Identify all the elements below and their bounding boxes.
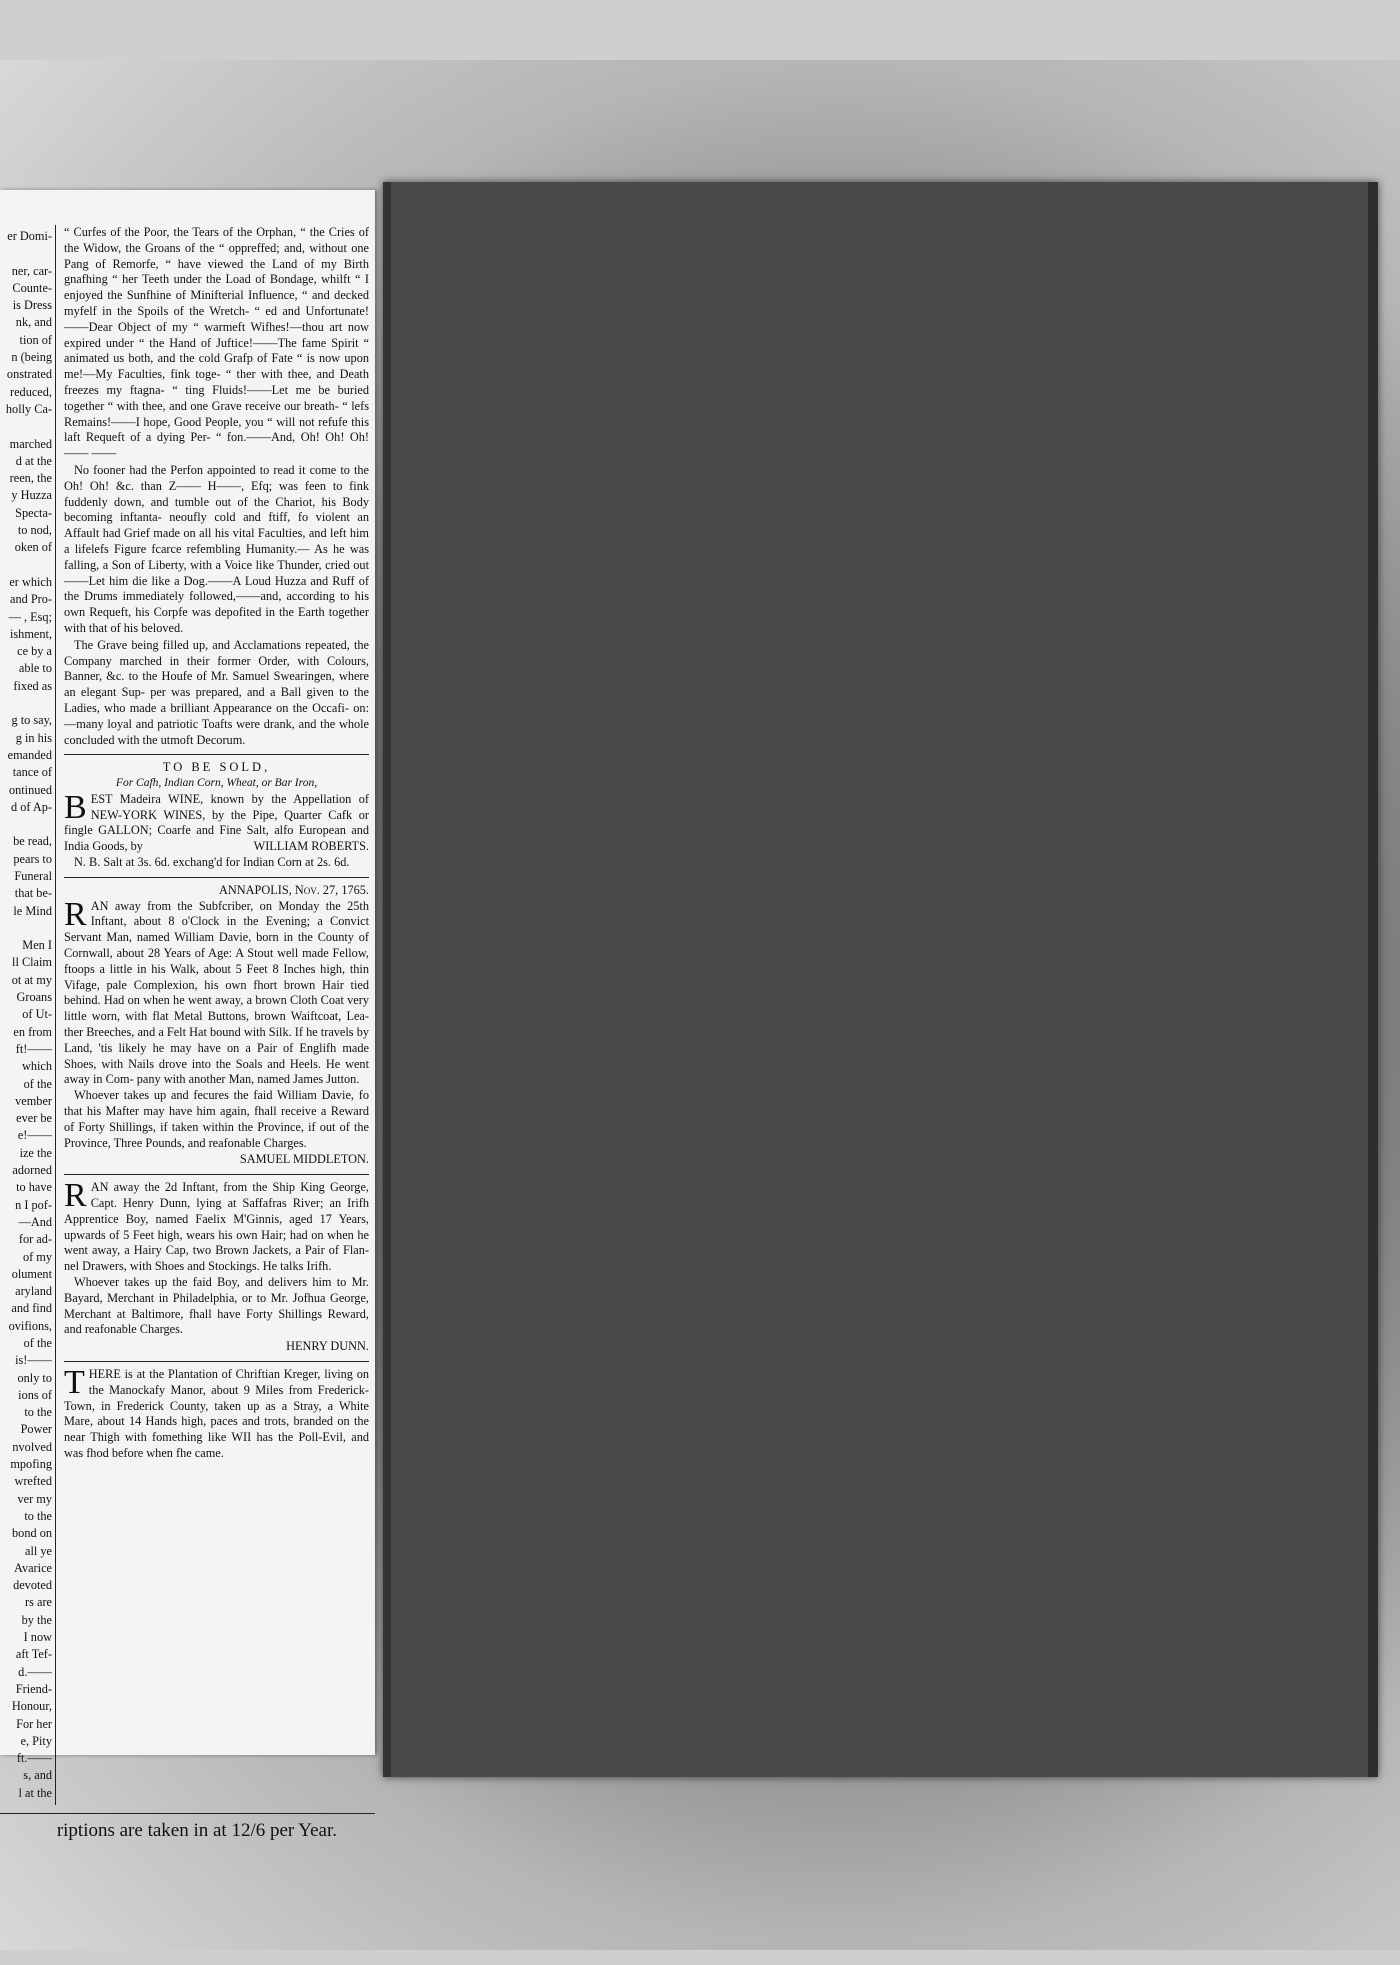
fragment-line: g to say,	[11, 713, 52, 728]
fragment-line: Avarice	[13, 1560, 52, 1575]
fragment-line: to the	[24, 1508, 52, 1523]
fragment-line: —And	[18, 1214, 52, 1229]
fragment-line: n I pof-	[15, 1197, 52, 1212]
fragment-line: e, Pity	[20, 1733, 52, 1748]
ad-body: AN away the 2d Inftant, from the Ship King George, Capt. Henry Dunn, lying at Saffafras River; an Irifh Apprentice Boy, named Faelix M'Ginnis, aged 17 Years, upwards of 5 Feet high, wears his own Hair; had on when he went away, a Hairy Cap, two Brown Jackets, a Pair of Flan- nel Drawers, with Shoes and Stockings. He talks Irifh.	[64, 1180, 369, 1274]
fragment-line: er Domi-	[7, 229, 52, 243]
article-paragraph: No fooner had the Perfon appointed to read it come to the Oh! Oh! &c. than Z—— H——, Efq; was feen to fink fuddenly down, and tumble out of the Chariot, his Body becoming inftanta- neoufly cold and ftiff, fo violent an Affault had Grief made on all his vital Faculties, and left him a lifelefs Figure fcarce refembling Humanity.— As he was falling, a Son of Liberty, with a Voice like Thunder, cried out——Let him die like a Dog.——A Loud Huzza and Ruff of the Drums immediately followed,——and, according to his own Requeft, his Corpfe was depofited in the Earth together with that of his beloved.	[64, 462, 369, 635]
fragment-line: aryland	[15, 1284, 52, 1299]
fragment-line: d.——	[18, 1664, 52, 1679]
ad-signature: HENRY DUNN.	[286, 1339, 369, 1354]
fragment-line: ions of	[18, 1387, 52, 1402]
fragment-line	[0, 245, 52, 262]
board-edge	[383, 182, 391, 1777]
fragment-line: n (being	[11, 350, 52, 365]
article-paragraph: The Grave being filled up, and Acclamations repeated, the Company marched in their former Order, with Colours, Banner, &c. to the Houfe of Mr. Samuel Swearingen, where an elegant Sup- per was prepared, and a Ball given to the Ladies, who made a brilliant Appearance on the Occafi- on:—many loyal and patriotic Toafts were drank, and the whole concluded with the utmoft Decorum.	[64, 637, 369, 747]
fragment-line: devoted	[13, 1578, 52, 1593]
ad-runaway-apprentice	[64, 1177, 369, 1355]
fragment-line: en from	[13, 1024, 52, 1039]
fragment-line: only to	[17, 1370, 52, 1385]
fragment-line: Funeral	[14, 868, 52, 883]
fragment-line: y Huzza	[11, 488, 52, 503]
fragment-line: for ad-	[18, 1232, 52, 1247]
fragment-line: to the	[24, 1405, 52, 1420]
fragment-line: rs are	[25, 1595, 52, 1610]
fragment-line: nvolved	[12, 1439, 52, 1454]
fragment-line: Honour,	[11, 1699, 52, 1714]
fragment-line: Groans	[16, 990, 52, 1005]
fragment-line: I now	[23, 1630, 52, 1645]
column-rule	[55, 225, 56, 1805]
fragment-line: ever be	[16, 1111, 52, 1126]
fragment-line: d of Ap-	[11, 799, 52, 814]
fragment-line: marched	[9, 436, 52, 451]
fragment-line: olument	[11, 1266, 52, 1281]
ad-wine	[64, 760, 369, 871]
fragment-line: and Pro-	[9, 592, 52, 607]
fragment-line	[0, 816, 52, 833]
fragment-line: e!——	[17, 1128, 52, 1143]
divider	[64, 877, 369, 878]
drop-cap: R	[64, 895, 87, 933]
fragment-line: by the	[21, 1612, 52, 1627]
fragment-line: reduced,	[10, 384, 52, 399]
fragment-line: wrefted	[14, 1474, 52, 1489]
fragment-line: be read,	[13, 834, 52, 849]
divider	[64, 1174, 369, 1175]
fragment-line: reen, the	[9, 471, 52, 486]
article-quote	[64, 225, 369, 462]
quote-paragraph: “ Curfes of the Poor, the Tears of the Orphan, “ the Cries of the Widow, the Groans of the “ oppreffed; and, without one Pang of Remorfe, “ have viewed the Land of my Birth gnafhing “ her Teeth under the Load of Bondage, whilft “ I enjoyed the Sunfhine of Minifterial Influence, “ and decked myfelf in the Spoils of the Wretch- “ ed and Unfortunate!——Dear Object of my “ warmeft Wifhes!—thou art now expired under “ the Hand of Juftice!——The fame Spirit “ animated us both, and the cold Grafp of Fate “ is now upon me!—My Faculties, fink toge- “ ther with thee, and Death freezes my ftagna- “ ting Fluids!——Let me be buried together “ with thee, and one Grave receive our breath- “ lefs Remains!——I hope, Good People, you “ will not refufe this laft Requeft of a dying Per- “ fon.——And, Oh! Oh! Oh!—— ——	[64, 225, 369, 461]
fragment-line: g in his	[15, 730, 52, 745]
ad-stray	[64, 1363, 369, 1462]
fragment-line: ll Claim	[12, 955, 52, 970]
fragment-line: able to	[18, 661, 52, 676]
fragment-line: ft.——	[16, 1751, 52, 1766]
fragment-line: is Dress	[12, 298, 52, 313]
fragment-line: Counte-	[12, 280, 52, 295]
fragment-line	[0, 695, 52, 712]
ad-note: N. B. Salt at 3s. 6d. exchang'd for Indian Corn at 2s. 6d.	[74, 855, 350, 870]
divider	[64, 754, 369, 755]
fragment-line: of the	[23, 1076, 52, 1091]
ad-reward: Whoever takes up and fecures the faid William Davie, fo that his Mafter may have him again, fhall receive a Reward of Forty Shillings, if taken within the Province, if out of the Province, Three Pounds, and reafonable Charges.	[64, 1088, 369, 1150]
fragment-line: to nod,	[17, 523, 52, 538]
fragment-line: — , Esq;	[8, 609, 52, 624]
ad-body: EST Madeira WINE, known by the Appellation of NEW-YORK WINES, by the Pipe, Quarter Cafk or fingle GALLON; Coarfe and Fine Salt, alfo European and India Goods, by	[64, 791, 369, 854]
fragment-line: emanded	[7, 747, 52, 762]
fragment-line: Friend-	[15, 1681, 52, 1696]
ad-title: TO BE SOLD,	[162, 760, 271, 775]
fragment-line: bond on	[12, 1526, 52, 1541]
ad-subtitle: For Cafh, Indian Corn, Wheat, or Bar Iron,	[115, 777, 318, 790]
ad-signature: SAMUEL MIDDLETON.	[239, 1152, 369, 1167]
subscription-footer: riptions are taken in at 12/6 per Year.	[56, 1820, 337, 1841]
ad-body: HERE is at the Plantation of Chriftian Kreger, living on the Manockafy Manor, about 9 Miles from Frederick-Town, in Frederick County, taken up as a Stray, a White Mare, about 14 Hands high, paces and trots, branded on the near Thigh with fomething like WII has the Poll-Evil, and was fhod before when fhe came.	[64, 1366, 369, 1460]
fragment-line: le Mind	[13, 903, 52, 918]
ad-signature: WILLIAM ROBERTS.	[253, 839, 369, 854]
fragment-line: ft!——	[15, 1041, 52, 1056]
ad-reward: Whoever takes up the faid Boy, and delivers him to Mr. Bayard, Merchant in Philadelphia, or to Mr. Jofhua George, Merchant at Baltimore, fhall have Forty Shillings Reward, and reafonable Charges.	[64, 1275, 369, 1337]
fragment-line: adorned	[12, 1163, 52, 1178]
fragment-line: Power	[20, 1422, 52, 1437]
fragment-line: d at the	[15, 453, 52, 468]
fragment-line: pears to	[13, 851, 52, 866]
fragment-line: onstrated	[6, 367, 52, 382]
fragment-line: that be-	[14, 886, 52, 901]
newspaper-page	[0, 190, 375, 1841]
fragment-line: tance of	[12, 765, 52, 780]
fragment-line: which	[21, 1059, 52, 1074]
fragment-line: tion of	[19, 332, 52, 347]
fragment-line: fixed as	[13, 678, 52, 693]
fragment-line: of Ut-	[22, 1007, 52, 1022]
fragment-line: Men I	[22, 938, 52, 953]
fragment-line: vember	[15, 1093, 52, 1108]
fragment-line: s, and	[23, 1768, 52, 1783]
fragment-line: l at the	[18, 1785, 52, 1800]
fragment-line: ver my	[17, 1491, 52, 1506]
fragment-line: and find	[11, 1301, 52, 1316]
dateline: ANNAPOLIS, Nov. 27, 1765.	[219, 882, 369, 897]
fragment-line: is!——	[15, 1353, 52, 1368]
fragment-line: to have	[16, 1180, 52, 1195]
fragment-line: ontinued	[8, 782, 52, 797]
drop-cap: R	[64, 1177, 87, 1215]
drop-cap: B	[64, 788, 87, 826]
fragment-line	[0, 418, 52, 435]
fragment-line	[0, 920, 52, 937]
fragment-line	[0, 557, 52, 574]
divider	[64, 1361, 369, 1362]
fragment-line: ner, car-	[11, 263, 52, 278]
fragment-line: of my	[22, 1249, 52, 1264]
fragment-line: ot at my	[11, 972, 52, 987]
blank-facing-board	[383, 182, 1378, 1777]
main-column	[64, 225, 369, 1462]
fragment-line: aft Tef-	[15, 1647, 52, 1662]
fragment-line: all ye	[25, 1543, 52, 1558]
fragment-line: ize the	[19, 1145, 52, 1160]
fragment-line: ovifions,	[8, 1318, 52, 1333]
fragment-line: For her	[16, 1716, 52, 1731]
drop-cap: T	[64, 1363, 85, 1401]
ad-runaway-servant	[64, 883, 369, 1168]
fragment-line: ce by a	[17, 644, 52, 659]
fragment-line: mpofing	[10, 1457, 52, 1472]
fragment-line: holly Ca-	[5, 401, 52, 416]
fragment-line: ishment,	[9, 626, 52, 641]
fragment-line: er which	[9, 574, 52, 589]
fragment-line: of the	[23, 1336, 52, 1350]
fragment-line: oken of	[14, 540, 52, 555]
fragment-line: Specta-	[15, 505, 52, 520]
fragment-line: nk, and	[15, 315, 52, 330]
cropped-left-column	[0, 228, 52, 1803]
ad-body: AN away from the Subfcriber, on Monday the 25th Inftant, about 8 o'Clock in the Evening; a Convict Servant Man, named William Davie, born in the County of Cornwall, about 28 Years of Age: A Stout well made Fellow, ftoops a little in his Walk, about 5 Feet 8 Inches high, thin Vifage, pale Complexion, his own fhort brown Hair tied behind. Had on when he went away, a brown Cloth Coat very little worn, with flat Metal Buttons, brown Waiftcoat, Lea- ther Breeches, and a Felt Hat bound with Silk. If he travels by Land, 'tis likely he may have on a Pair of Englifh made Shoes, with Nails drove into the Soals and Heels. He went away in Com- pany with another Man, named James Jutton.	[64, 898, 369, 1087]
footer-rule	[0, 1813, 375, 1814]
